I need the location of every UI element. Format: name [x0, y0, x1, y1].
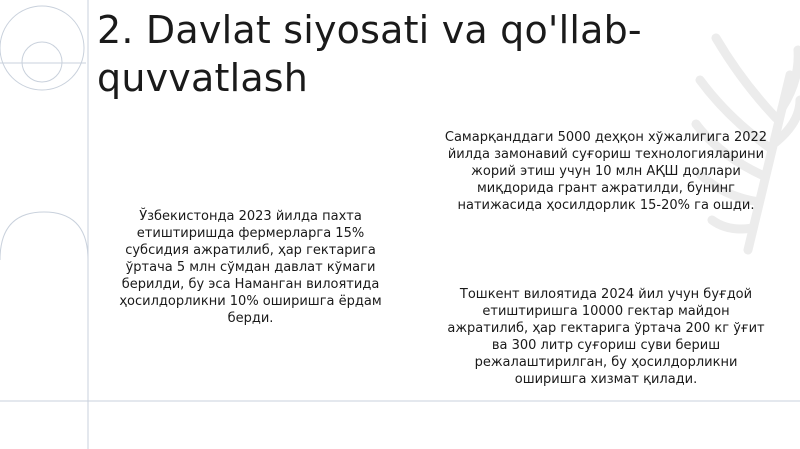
slide-title: 2. Davlat siyosati va qo'llab-quvvatlash [97, 8, 642, 100]
paragraph-right-top: Самарқанддаги 5000 деҳқон хўжалигига 2022 йилда замонавий суғориш технологияларини жорий этиш учун 10 млн АҚШ доллари миқдорида грант ажратилди, бунинг натижасида ҳосилдорлик 15-20% га ошди. [444, 130, 768, 213]
left-arch-ornament [0, 212, 88, 449]
paragraph-right-bottom: Тошкент вилоятида 2024 йил учун буғдой етиштиришга 10000 гектар майдон ажратилиб, ҳар гектарига ўртача 200 кг ўғит ва 300 литр суғориш суви бериш режалаштирилган, бу ҳосилдорликни оширишга хизмат қилади. [447, 287, 765, 387]
left-circle-ornament [0, 6, 86, 90]
paragraph-left: Ўзбекистонда 2023 йилда пахта етиштиришда фермерларга 15% субсидия ажратилиб, ҳар гектарига ўртача 5 млн сўмдан давлат кўмаги берилди, бу эса Наманган вилоятида ҳосилдорликни 10% оширишга ёрдам берди. [119, 209, 382, 326]
